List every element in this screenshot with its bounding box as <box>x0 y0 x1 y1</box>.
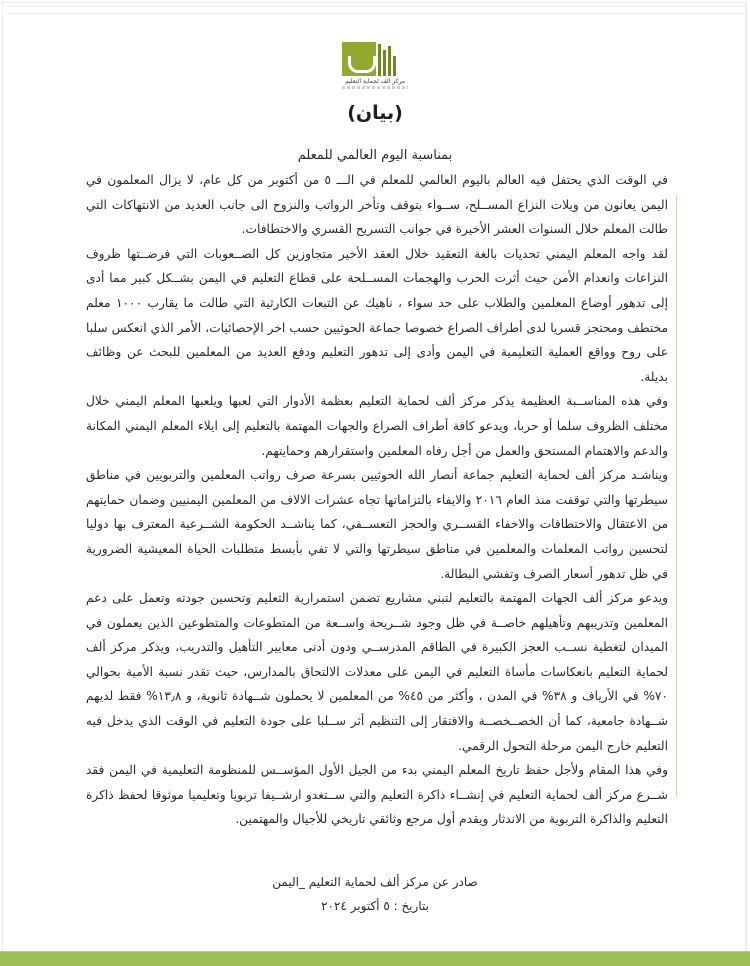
signature-block <box>0 870 750 918</box>
paragraph-call-to-action: ويدعو مركز ألف الجهات المهتمة بالتعليم لتبني مشاريع تضمن استمرارية التعليم وتحسين جودته وتعمل على دعم المعلمين وتدريبهم وتأهيلهم خاصــة في ظل وجود شــريحة واســعة من المتطوعات والمتطوعين الذين يعملون في الميدان لتغطية نســب العجز الكبيرة في الطاقم المدرســي ودون أدنى معايير التأهيل والتدريب، ويذكر مركز ألف لحماية التعليم بانعكاسات مأساة التعليم في اليمن على معدلات الالتحاق بالمدارس، حيث تقدر نسبة الأمية بحوالي ٧٠% في الأرياف و ٣٨% في المدن ، وأكثر من ٤٥% من المعلمين لا يحملون شــهادة ثانوية، و ١٣٫٨% فقط لديهم شــهادة جامعية، كما أن الخصــخصــة والافتقار إلى التنظيم أثر ســلبا على جودة التعليم في الوقت الذي يدخل فيه التعليم خارج اليمن مرحلة التحول الرقمي. <box>86 591 668 753</box>
paragraph-education-memory: وفي هذا المقام ولأجل حفظ تاريخ المعلم اليمني بدء من الجيل الأول المؤســس للمنظومة التعليمية في اليمن فقد شــرع مركز ألف لحماية التعليم في إنشــاء ذاكرة التعليم والتي ســتغدو ارشــيفا تربويا وتعليميا موثوقا لحفظ ذاكرة التعليم والذاكرة التربوية من الاندثار ويقدم أول مرجع وثائقي تاريخي للأجيال والمهتمين. <box>86 763 668 827</box>
date-line: بتاريخ : ٥ أكتوبر ٢٠٢٤ <box>321 899 429 913</box>
alef-center-logo <box>342 42 408 94</box>
side-rule-divider <box>676 195 677 797</box>
paragraph-challenges: لقد واجه المعلم اليمني تحديات بالغة التعقيد خلال العقد الأخير متجاوزين كل الصــعوبات التي فرضــتها ظروف النزاعات وانعدام الأمن حيث أثرت الحرب والهجمات المســلحة على قطاع التعليم في اليمن بشــكل كبير مما أدى إلى تدهور أوضاع المعلمين والطلاب على حد سواء ، ناهيك عن التبعات الكارثية التي طالت ما يقارب ١٠٠٠ معلم مختطف ومحتجز قسريا لدى أطراف الصراع خصوصا جماعة الحوثيين حسب اخر الإحصائيات، الأمر الذي انعكس سلبا على روح وواقع العملية التعليمية في اليمن وأدى إلى تدهور التعليم ودفع العديد من المعلمين للبحث عن وظائف بديلة. <box>86 246 668 384</box>
paragraph-intro: في الوقت الذي يحتفل فيه العالم باليوم العالمي للمعلم في الـــ ٥ من أكتوبر من كل عام، لا يزال المعلمون في اليمن يعانون من ويلات النزاع المســلح، ســواء بتوقف وتأخر الرواتب والنزوح الى جانب العديد من الانتهاكات التي طالت المعلم خلال السنوات العشر الأخيرة في جوانب التسريح القسري والاختطافات. <box>86 173 668 237</box>
top-rule-divider <box>6 6 744 14</box>
document-subtitle: بمناسبة اليوم العالمي للمعلم <box>297 148 453 163</box>
document-title: (بيان) <box>347 102 403 124</box>
footer-bar <box>0 951 750 966</box>
logo-caption: مركز ألف لحماية التعليم <box>345 78 405 85</box>
statement-body <box>86 168 668 832</box>
paragraph-appeal: ويناشـد مركز ألف لحماية التعليم جماعة أنصار الله الحوثيين بسرعة صرف رواتب المعلمين والتربويين في مناطق سيطرتها والتي توقفت منذ العام ٢٠١٦ والايفاء بالتزاماتها تجاه عشرات الالاف من المعلمين اليمنيين وضمان حمايتهم من الاعتقال والاختطافات والاخفاء القســري والحجز التعســفي، كما يناشــد الحكومة الشــرعية المعترف بها دوليا لتحسين رواتب المعلمات والمعلمين في مناطق سيطرتها والتي لا تفي بأبسط متطلبات الحياة المعيشية الضرورية في ظل تدهور أسعار الصرف وتفشي البطالة. <box>86 468 668 581</box>
logo-bars-icon <box>378 44 400 76</box>
issuer-line: صادر عن مركز ألف لحماية التعليم _اليمن <box>272 875 478 889</box>
logo-subcaption <box>342 86 408 89</box>
logo-emblem-icon <box>342 42 376 76</box>
paragraph-occasion: وفي هذه المناســبة العظيمة يذكر مركز ألف لحماية التعليم بعظمة الأدوار التي لعبها ويلعبها المعلم اليمني خلال مختلف الظروف سلما أو حربا، ويدعو كافة أطراف الصراع والجهات المهتمة بالتعليم إلى ايلاء المعلم اليمني المكانة والدعم والاهتمام المستحق والعمل من أجل رفاه المعلمين واستقرارهم وحمايتهم. <box>86 394 668 458</box>
